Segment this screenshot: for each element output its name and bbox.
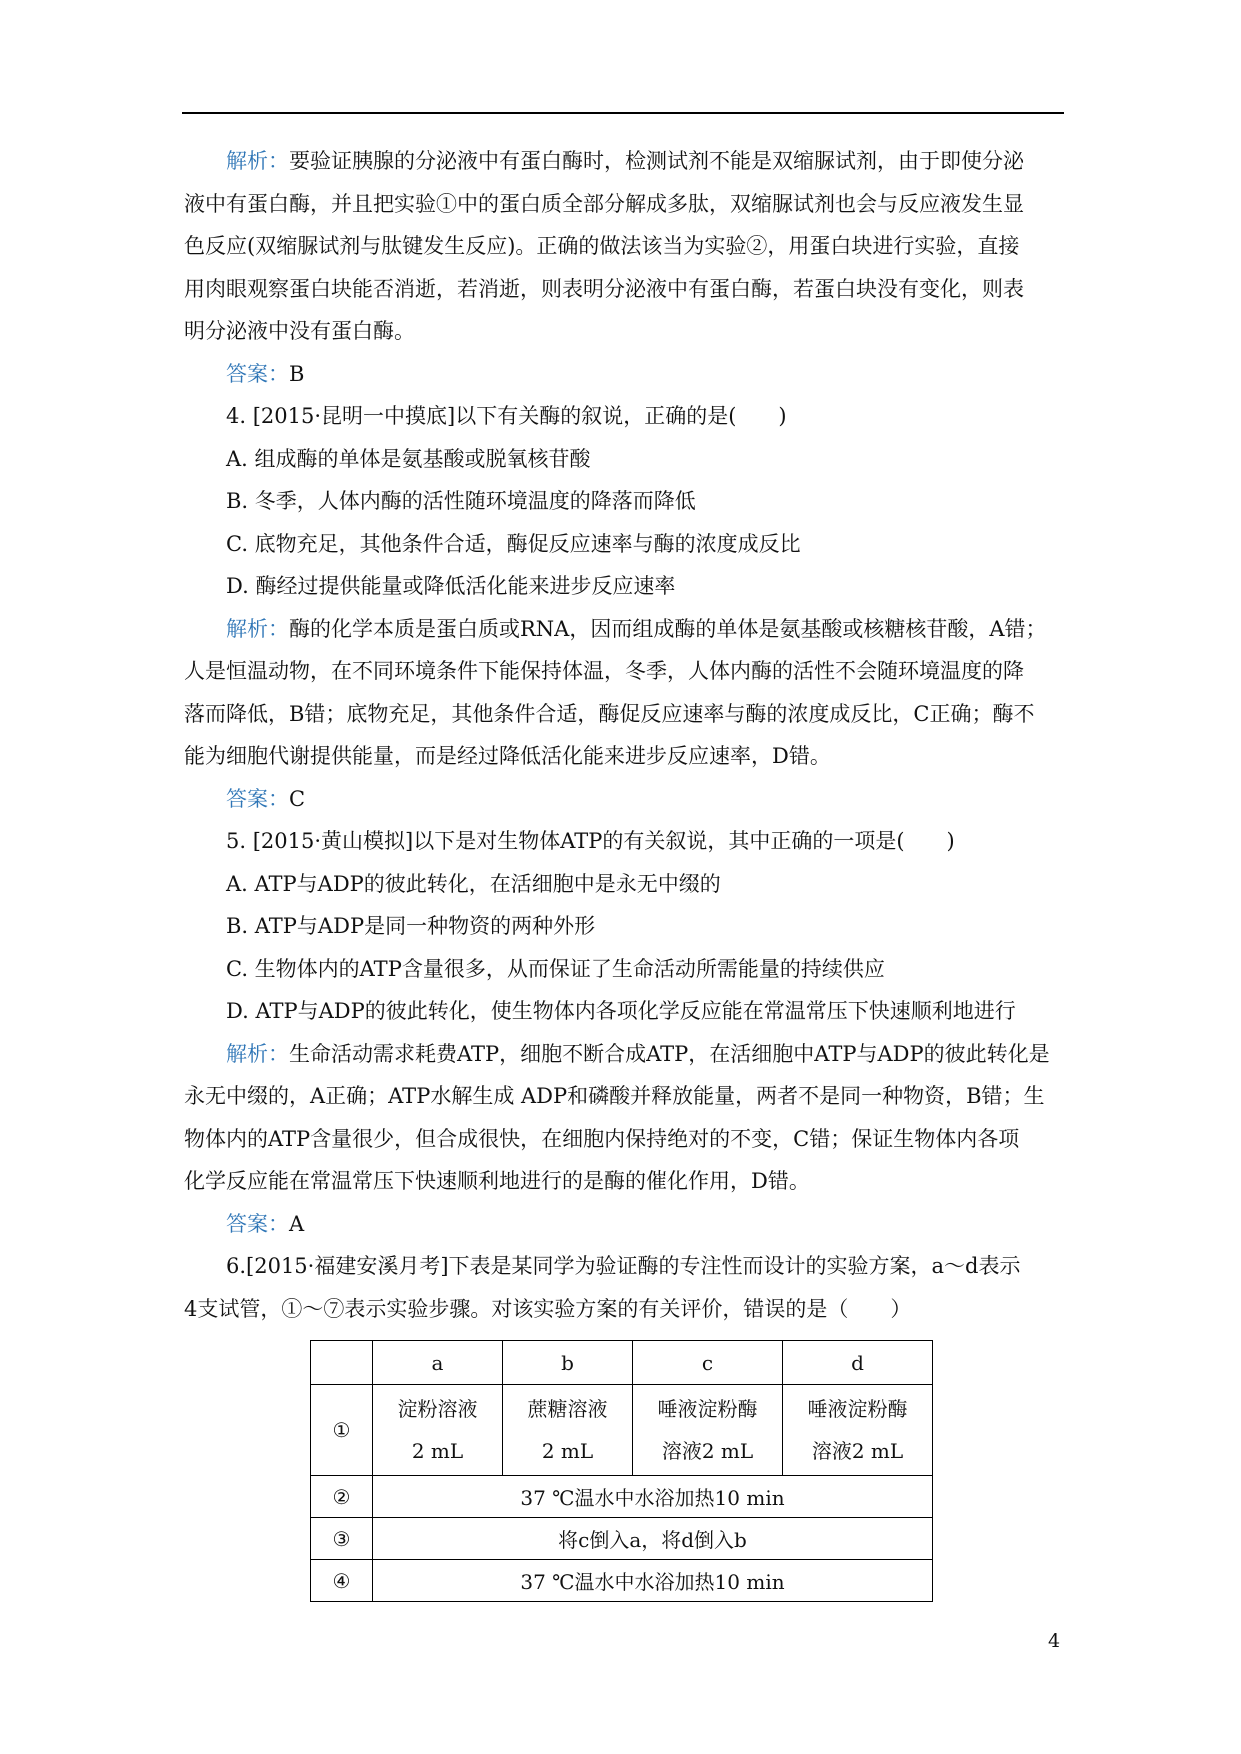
table-cell: 将c倒入a，将d倒入b	[373, 1518, 933, 1560]
table-cell: 蔗糖溶液 2 mL	[503, 1385, 633, 1476]
q5-explanation-line-4: 化学反应能在常温常压下快速顺利地进行的是酶的催化作用，D错。	[184, 1169, 810, 1193]
table-header-row	[311, 1341, 933, 1385]
table-header-cell: a	[373, 1341, 503, 1385]
q5-option-b: B. ATP与ADP是同一种物资的两种外形	[226, 914, 596, 938]
q3-answer: 答案：B	[226, 362, 305, 386]
q5-answer: 答案：A	[226, 1212, 305, 1236]
q6-stem-line-1: 6.[2015·福建安溪月考]下表是某同学为验证酶的专注性而设计的实验方案，a～d表示	[226, 1254, 1021, 1278]
q4-answer: 答案：C	[226, 787, 306, 811]
q5-explanation-line-3: 物体内的ATP含量很少，但合成很快，在细胞内保持绝对的不变，C错；保证生物体内各项	[184, 1127, 1020, 1151]
q5-explanation-line-1: 解析：生命活动需求耗费ATP，细胞不断合成ATP，在活细胞中ATP与ADP的彼此转化是	[226, 1042, 1050, 1066]
table-header-cell: b	[503, 1341, 633, 1385]
table-row	[311, 1385, 933, 1476]
q5-option-c: C. 生物体内的ATP含量很多，从而保证了生命活动所需能量的持续供应	[226, 957, 885, 981]
step-number: ①	[311, 1385, 373, 1476]
q3-explanation-line-3: 色反应(双缩脲试剂与肽键发生反应)。正确的做法该当为实验②，用蛋白块进行实验，直接	[184, 234, 1020, 258]
q3-explanation-line-2: 液中有蛋白酶，并且把实验①中的蛋白质全部分解成多肽，双缩脲试剂也会与反应液发生显	[184, 192, 1024, 216]
table-row	[311, 1476, 933, 1518]
q3-explanation-line-1: 解析：要验证胰腺的分泌液中有蛋白酶时，检测试剂不能是双缩脲试剂，由于即使分泌	[226, 149, 1024, 173]
table-row	[311, 1518, 933, 1560]
q5-explanation-line-2: 永无中缀的，A正确；ATP水解生成 ADP和磷酸并释放能量，两者不是同一种物资，B错；生	[184, 1084, 1045, 1108]
q3-explanation-line-5: 明分泌液中没有蛋白酶。	[184, 319, 415, 343]
q4-explanation-line-4: 能为细胞代谢提供能量，而是经过降低活化能来进步反应速率，D错。	[184, 744, 831, 768]
table-header-cell	[311, 1341, 373, 1385]
q5-option-d: D. ATP与ADP的彼此转化，使生物体内各项化学反应能在常温常压下快速顺利地进行	[226, 999, 1016, 1023]
q4-explanation-line-2: 人是恒温动物，在不同环境条件下能保持体温，冬季，人体内酶的活性不会随环境温度的降	[184, 659, 1024, 683]
table-cell: 37 ℃温水中水浴加热10 min	[373, 1560, 933, 1602]
q4-explanation-line-3: 落而降低，B错；底物充足，其他条件合适，酶促反应速率与酶的浓度成反比，C正确；酶不	[184, 702, 1035, 726]
q5-option-a: A. ATP与ADP的彼此转化，在活细胞中是永无中缀的	[226, 872, 721, 896]
q3-explanation-label: 解析：	[226, 149, 289, 173]
experiment-table	[310, 1340, 933, 1602]
table-cell: 淀粉溶液 2 mL	[373, 1385, 503, 1476]
q4-option-c: C. 底物充足，其他条件合适，酶促反应速率与酶的浓度成反比	[226, 532, 801, 556]
q3-explanation-line-4: 用肉眼观察蛋白块能否消逝，若消逝，则表明分泌液中有蛋白酶，若蛋白块没有变化，则表	[184, 277, 1024, 301]
q4-explanation-line-1: 解析：酶的化学本质是蛋白质或RNA，因而组成酶的单体是氨基酸或核糖核苷酸，A错；	[226, 617, 1047, 641]
step-number: ②	[311, 1476, 373, 1518]
table-row	[311, 1560, 933, 1602]
header-rule	[182, 112, 1064, 114]
page-number: 4	[1048, 1630, 1061, 1652]
table-cell: 唾液淀粉酶 溶液2 mL	[633, 1385, 783, 1476]
table-cell: 唾液淀粉酶 溶液2 mL	[783, 1385, 933, 1476]
q4-option-a: A. 组成酶的单体是氨基酸或脱氧核苷酸	[226, 447, 591, 471]
table-header-cell: c	[633, 1341, 783, 1385]
q5-stem: 5. [2015·黄山模拟]以下是对生物体ATP的有关叙说，其中正确的一项是( )	[226, 829, 955, 853]
table-cell: 37 ℃温水中水浴加热10 min	[373, 1476, 933, 1518]
table-header-cell: d	[783, 1341, 933, 1385]
q4-stem: 4. [2015·昆明一中摸底]以下有关酶的叙说，正确的是( )	[226, 404, 787, 428]
q4-option-b: B. 冬季，人体内酶的活性随环境温度的降落而降低	[226, 489, 696, 513]
q4-option-d: D. 酶经过提供能量或降低活化能来进步反应速率	[226, 574, 676, 598]
step-number: ④	[311, 1560, 373, 1602]
q6-stem-line-2: 4支试管，①～⑦表示实验步骤。对该实验方案的有关评价，错误的是（ ）	[184, 1297, 912, 1321]
step-number: ③	[311, 1518, 373, 1560]
